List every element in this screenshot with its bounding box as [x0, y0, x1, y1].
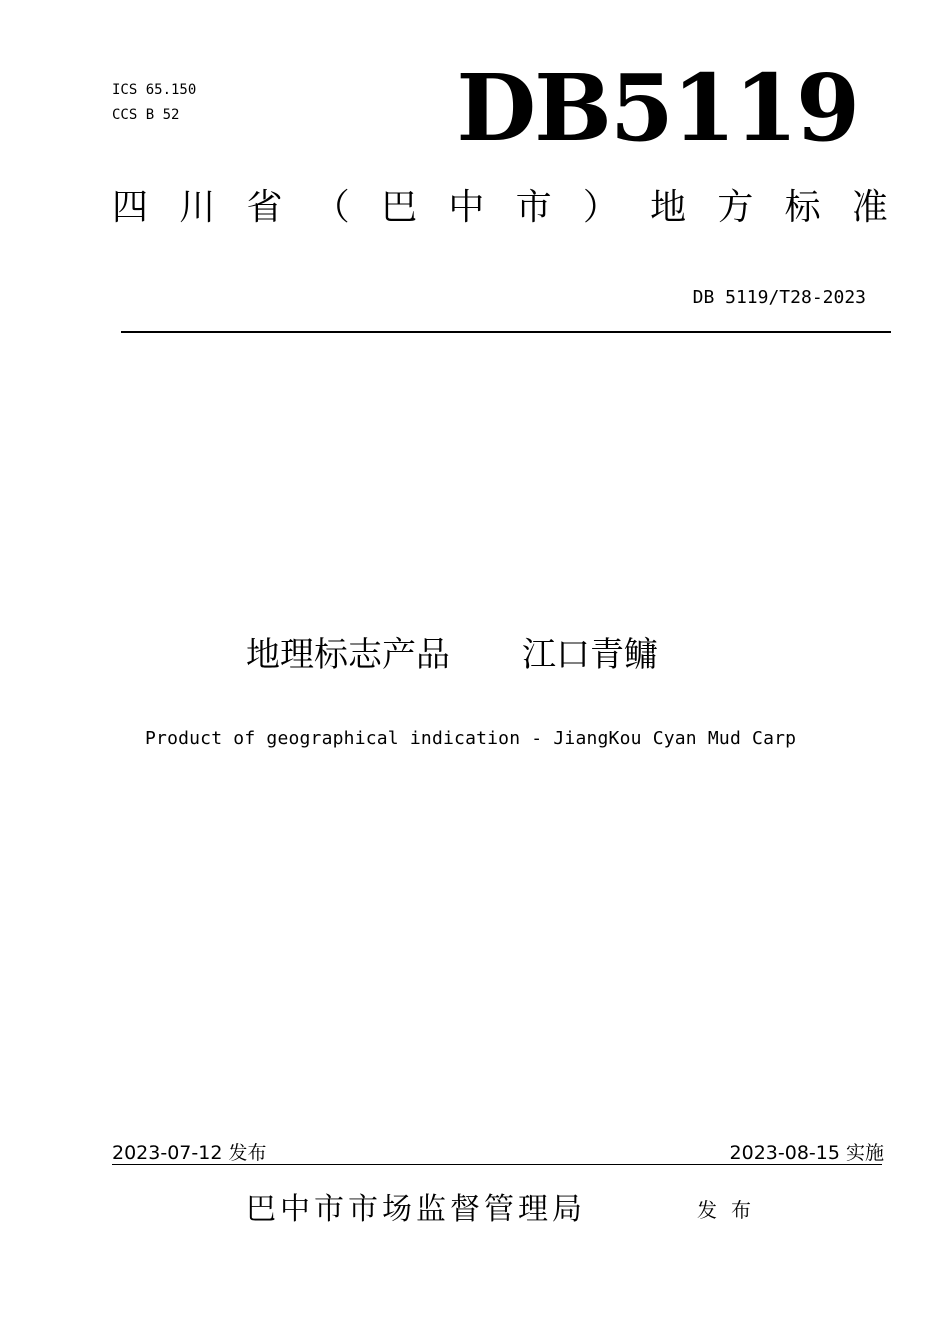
- standard-type-char: 省: [246, 187, 283, 228]
- footer-divider: [112, 1164, 882, 1165]
- standard-type-char: 市: [515, 187, 552, 228]
- document-title-en: Product of geographical indication - JiangKou Cyan Mud Carp: [145, 728, 797, 749]
- standard-type-char: 川: [179, 187, 216, 228]
- standard-type-char: 中: [448, 187, 485, 228]
- header-divider: [121, 331, 891, 333]
- ccs-code: CCS B 52: [112, 107, 180, 123]
- standard-type-char: 地: [650, 187, 687, 228]
- issue-date: 2023-07-12 发布: [112, 1142, 267, 1164]
- implementation-date: 2023-08-15 实施: [729, 1142, 884, 1164]
- issuing-action: 发布: [697, 1198, 765, 1222]
- standard-type-char: 四: [112, 187, 149, 228]
- standard-code-logo: DB5119: [456, 54, 858, 162]
- ics-code: ICS 65.150: [112, 82, 197, 98]
- standard-type-char: （: [313, 187, 350, 228]
- standard-type-char: 标: [784, 187, 821, 228]
- standard-type-title: [112, 184, 888, 232]
- standard-type-char: 准: [851, 187, 888, 228]
- issuing-authority: 巴中市市场监督管理局: [246, 1192, 586, 1227]
- standard-type-char: 方: [717, 187, 754, 228]
- document-title-cn-part1: 地理标志产品: [246, 635, 450, 675]
- document-title-cn-part2: 江口青鳙: [522, 635, 658, 675]
- standard-type-char: 巴: [381, 187, 418, 228]
- document-title-cn: [246, 630, 658, 680]
- standard-number: DB 5119/T28-2023: [692, 287, 866, 308]
- standard-type-char: ）: [582, 187, 619, 228]
